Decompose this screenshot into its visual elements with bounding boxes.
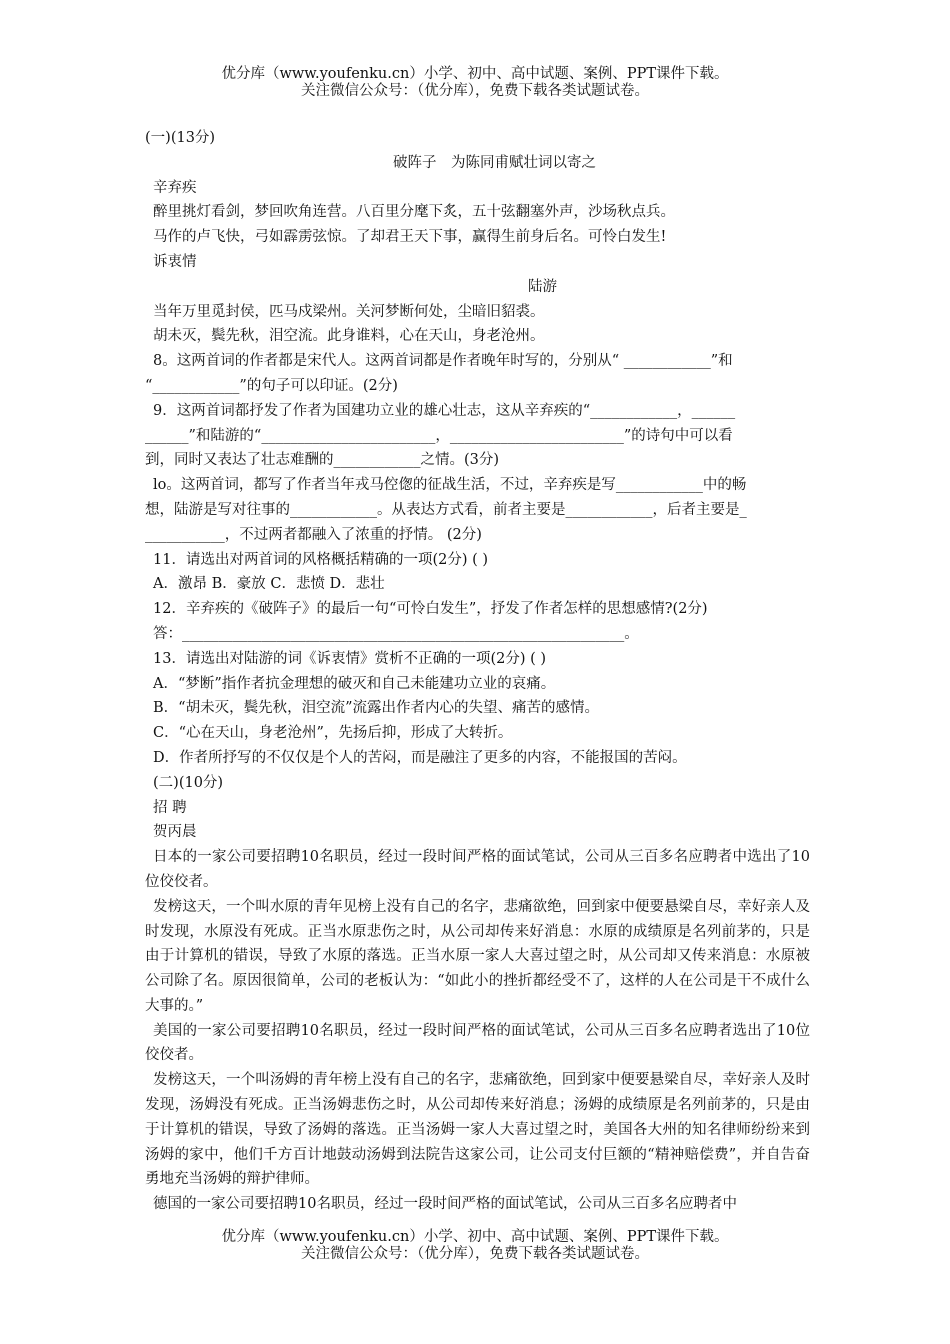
poem2-line-1: 当年万里觅封侯，匹马戍梁州。关河梦断何处，尘暗旧貂裘。: [153, 303, 545, 320]
question-10-line-1: lo。这两首词，都写了作者当年戎马倥偬的征战生活，不过，辛弃疾是写____________中的畅: [153, 477, 747, 494]
page-header: [0, 66, 950, 100]
question-11: 11．请选出对两首词的风格概括精确的一项(2分) ( ): [153, 551, 489, 568]
poem1-line-2: 马作的卢飞快，弓如霹雳弦惊。了却君王天下事，赢得生前身后名。可怜白发生!: [153, 229, 667, 246]
poem1-line-1: 醉里挑灯看剑，梦回吹角连营。八百里分麾下炙，五十弦翻塞外声，沙场秋点兵。: [153, 204, 675, 221]
question-12-answer: 答：_____________________________________________________________。: [153, 625, 639, 642]
page-footer: [0, 1229, 950, 1263]
question-10-line-2: 想，陆游是写对往事的____________。从表达方式看，前者主要是____________，后者主要是_: [145, 501, 747, 518]
question-11-options: A．激昂 B．豪放 C．悲愤 D．悲壮: [153, 576, 385, 593]
section1-heading: (一)(13分): [145, 130, 216, 146]
poem2-author: 陆游: [528, 278, 557, 295]
question-8-line-1: 8。这两首词的作者都是宋代人。这两首词都是作者晚年时写的，分别从“ ____________”和: [153, 353, 733, 370]
question-9-line-1: 9．这两首词都抒发了作者为国建功立业的雄心壮志，这从辛弃疾的“____________，______: [153, 402, 736, 419]
poem1-title: 破阵子 为陈同甫赋壮词以寄之: [393, 154, 596, 171]
article-paragraph-2: 发榜这天，一个叫水原的青年见榜上没有自己的名字，悲痛欲绝，回到家中便要悬梁自尽，幸好亲人及时发现，水原没有死成。正当水原悲伤之时，从公司却传来好消息：水原的成绩原是名列前茅的，只是由于计算机的错误，导致了水原的落选。正当水原一家人大喜过望之时，从公司却又传来消息：水原被公司除了名。原因很简单，公司的老板认为：“如此小的挫折都经受不了，这样的人在公司是干不成什么大事的。”: [145, 898, 810, 1014]
article-title: 招 聘: [153, 799, 187, 816]
question-13-option-b: B．“胡未灭，鬓先秋，泪空流”流露出作者内心的失望、痛苦的感情。: [153, 700, 599, 717]
poem2-line-2: 胡未灭，鬓先秋，泪空流。此身谁料，心在天山，身老沧州。: [153, 328, 545, 345]
section2-heading: (二)(10分): [153, 774, 224, 791]
question-9-line-2: ______”和陆游的“________________________，________________________”的诗句中可以看: [145, 427, 733, 444]
question-13-option-d: D．作者所抒写的不仅仅是个人的苦闷，而是融注了更多的内容，不能报国的苦闷。: [153, 749, 687, 766]
question-12: 12．辛弃疾的《破阵子》的最后一句“可怜白发生”，抒发了作者怎样的思想感情?(2分): [153, 601, 708, 618]
question-13: 13．请选出对陆游的词《诉衷情》赏析不正确的一项(2分) ( ): [153, 650, 547, 667]
question-10-line-3: ___________，不过两者都融入了浓重的抒情。 (2分): [145, 526, 482, 543]
article-paragraph-3: 美国的一家公司要招聘10名职员，经过一段时间严格的面试笔试，公司从三百多名应聘者选出了10位佼佼者。: [145, 1022, 810, 1064]
question-9-line-3: 到，同时又表达了壮志难酬的____________之情。(3分): [145, 452, 500, 469]
article-paragraph-1: 日本的一家公司要招聘10名职员，经过一段时间严格的面试笔试，公司从三百多名应聘者中选出了10位佼佼者。: [145, 849, 810, 890]
footer-line-2: 关注微信公众号：（优分库），免费下载各类试题试卷。: [301, 1246, 649, 1262]
poem2-title: 诉衷情: [153, 253, 197, 270]
question-13-option-c: C．“心在天山，身老沧州”，先扬后抑，形成了大转折。: [153, 725, 513, 742]
article-author: 贺丙晨: [153, 824, 197, 841]
footer-line-1: 优分库（www.youfenku.cn）小学、初中、高中试题、案例、PPT课件下载。: [221, 1229, 729, 1245]
article-paragraph-5: 德国的一家公司要招聘10名职员，经过一段时间严格的面试笔试，公司从三百多名应聘者中: [153, 1196, 737, 1213]
document-body: [145, 126, 810, 1217]
header-line-1: 优分库（www.youfenku.cn）小学、初中、高中试题、案例、PPT课件下载。: [221, 66, 729, 82]
header-line-2: 关注微信公众号：（优分库），免费下载各类试题试卷。: [301, 83, 649, 99]
question-8-line-2: “____________”的句子可以印证。(2分): [145, 377, 398, 394]
poem1-author: 辛弃疾: [153, 179, 197, 196]
question-13-option-a: A．“梦断”指作者抗金理想的破灭和自己未能建功立业的哀痛。: [153, 675, 556, 692]
article-paragraph-4: 发榜这天，一个叫汤姆的青年榜上没有自己的名字，悲痛欲绝，回到家中便要悬梁自尽，幸好亲人及时发现，汤姆没有死成。正当汤姆悲伤之时，从公司却传来好消息；汤姆的成绩原是名列前茅的，只是由于计算机的错误，导致了汤姆的落选。正当汤姆一家人大喜过望之时，美国各大州的知名律师纷纷来到汤姆的家中，他们千方百计地鼓动汤姆到法院告这家公司，让公司支付巨额的“精神赔偿费”，并自告奋勇地充当汤姆的辩护律师。: [145, 1072, 810, 1188]
